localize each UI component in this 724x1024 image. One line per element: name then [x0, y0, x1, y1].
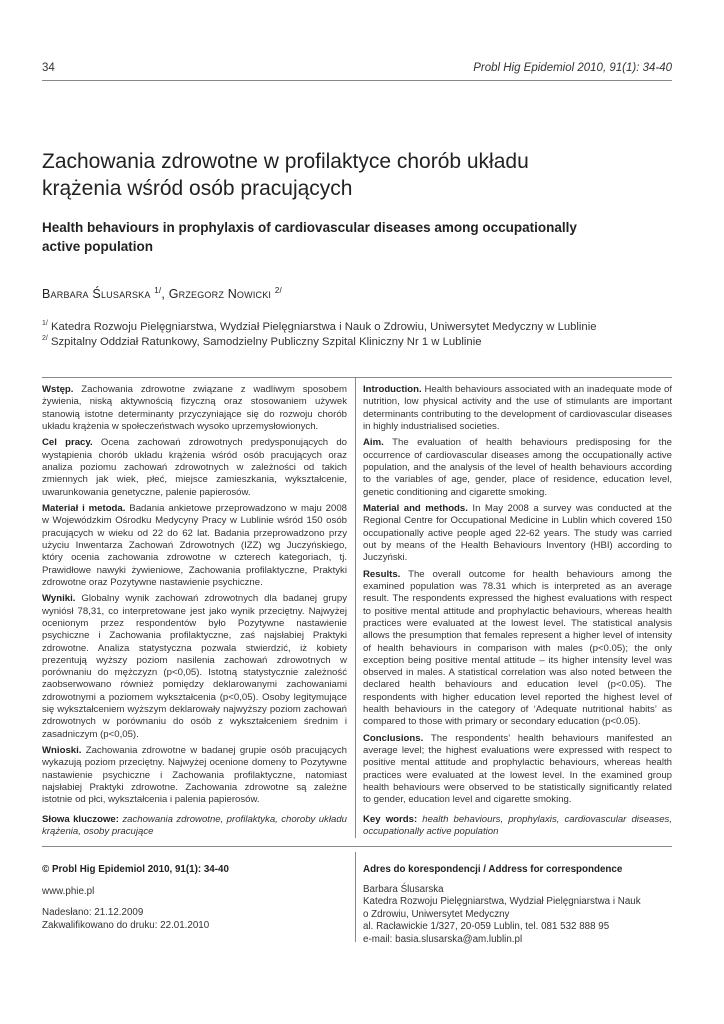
- journal-citation: Probl Hig Epidemiol 2010, 91(1): 34-40: [473, 62, 672, 74]
- correspondence-heading: Adres do korespondencji / Address for correspondence: [363, 864, 623, 875]
- correspondence-line-1: Katedra Rozwoju Pielęgniarstwa, Wydział Pielęgniarstwa i Nauk: [363, 896, 641, 907]
- affiliation-2-marker: 2/: [42, 335, 48, 342]
- affiliation-1-text: Katedra Rozwoju Pielęgniarstwa, Wydział Pielęgniarstwa i Nauk o Zdrowiu, Uniwersytet Medyczny w Lublinie: [50, 320, 597, 333]
- correspondence-line-2: o Zdrowiu, Uniwersytet Medyczny: [363, 908, 510, 920]
- abstract-pl-keywords: Słowa kluczowe: zachowania zdrowotne, profilaktyka, choroby układu krążenia, osoby pracujące: [42, 813, 347, 837]
- abstract-pl-conclusions: Wnioski. Zachowania zdrowotne w badanej grupie osób pracujących wykazują poziom przeciętny. Najwyżej ocenione domeny to Pozytywne nastawienie psychiczne i Zachowania profilaktyczne, natomiast najsłabiej Praktyki zdrowotne. Zachowania zdrowotne są zależne istotnie od płci, wykształcenia i palenia papierosów.: [42, 745, 347, 806]
- title-english-line-2: active population: [42, 239, 154, 254]
- abstract-pl-intro: Wstęp. Zachowania zdrowotne związane z wadliwym sposobem żywienia, niską aktywnością fizyczną oraz stosowaniem używek stanowią istotne determinanty przyczyniające się do rozwoju chorób układu krążenia w społeczeństwach wysoko uprzemysłowionych.: [42, 384, 347, 432]
- copyright: © Probl Hig Epidemiol 2010, 91(1): 34-40: [42, 864, 229, 875]
- page-number: 34: [42, 62, 55, 74]
- footer-column-divider: [355, 852, 356, 942]
- affiliation-1-marker: 1/: [42, 320, 48, 327]
- abstract-pl-aim: Cel pracy. Ocena zachowań zdrowotnych predysponujących do wystąpienia chorób układu krążenia wśród osób pracujących oraz analiza poziomu zachowań zdrowotnych w zależności od takich zmiennych jak wiek, płeć, miejsce zamieszkania, wykształcenie, uwarunkowania genetyczne, palenie papierosów.: [42, 437, 347, 498]
- abstract-polish: [42, 384, 347, 842]
- abstract-en-aim: Aim. The evaluation of health behaviours predisposing for the occurrence of cardiovascular diseases among the occupationally active population, and the analysis of the level of health behaviours according to the variables of age, gender, place of residence, education level, genetic conditioning and cigarette smoking.: [363, 437, 672, 498]
- running-head: [42, 58, 672, 80]
- abstract-en-intro: Introduction. Health behaviours associated with an inadequate mode of nutrition, low physical activity and the use of stimulants are important determinants contributing to the development of cardiovascular diseases in highly industrialised societies.: [363, 384, 672, 432]
- accepted-date: Zakwalifikowano do druku: 22.01.2010: [42, 919, 210, 931]
- website-link[interactable]: www.phie.pl: [42, 885, 95, 897]
- abstract-en-methods: Material and methods. In May 2008 a survey was conducted at the Regional Centre for Occupational Medicine in Lublin which covered 150 occupationally active people aged 22-62 years. The study was carried out by means of the Health Behaviours Inventory (HBI) according to Juczyński.: [363, 503, 672, 564]
- correspondence-name: Barbara Ślusarska: [363, 883, 444, 895]
- correspondence-email[interactable]: e-mail: basia.slusarska@am.lublin.pl: [363, 933, 523, 945]
- header-divider: [42, 80, 672, 81]
- publication-info: [42, 864, 342, 932]
- paper-page: [42, 0, 672, 1024]
- author-1: Barbara Ślusarska: [42, 287, 151, 302]
- affiliation-1: [42, 320, 672, 333]
- abstract-en-keywords: Key words: health behaviours, prophylaxis, cardiovascular diseases, occupationally active population: [363, 813, 672, 837]
- correspondence: [363, 864, 672, 946]
- affiliation-2-text: Szpitalny Oddział Ratunkowy, Samodzielny Publiczny Szpital Kliniczny Nr 1 w Lublinie: [50, 335, 482, 348]
- abstract-en-results: Results. The overall outcome for health behaviours among the examined population was 78.31 which is interpreted as an average result. The respondents expressed the highest evaluations with respect to positive mental attitude and prophylactic behaviours, whereas health practices were evaluated at the lowest level. The statistical analysis allows the presumption that females represent a higher level of intensity of health behaviours in comparison with males (p<0.05); the only exception being positive mental attitude – its higher intensity level was observed in males. A statistical correlation was also noted between the declared health behaviours and education level (p<0.05). The respondents with higher education level reported the highest level of health behaviours in the category of ‘Adequate nutritional habits’ as compared to those with primary or secondary education (p<0.05).: [363, 568, 673, 728]
- author-2-affiliation: 2/: [274, 286, 282, 295]
- abstract-en-conclusions: Conclusions. The respondents’ health behaviours manifested an average level; the highest evaluations were expressed with respect to positive mental attitude and prophylactic behaviours, whereas health practices were evaluated at the lowest level. In the examined group health behaviours were observed to be statistically significantly related to gender, education level and cigarette smoking.: [363, 732, 672, 806]
- author-2: Grzegorz Nowicki: [168, 287, 272, 302]
- affiliation-2: [42, 335, 672, 348]
- received-date: Nadesłano: 21.12.2009: [42, 907, 144, 918]
- title-english-line-1: Health behaviours in prophylaxis of cardiovascular diseases among occupationally: [42, 220, 577, 235]
- abstract-top-divider: [42, 377, 672, 378]
- authors: [42, 286, 282, 301]
- footer-divider: [42, 846, 672, 847]
- title-polish: [42, 148, 672, 202]
- author-separator: ,: [161, 287, 169, 302]
- title-polish-line-2: krążenia wśród osób pracujących: [42, 177, 353, 200]
- title-polish-line-1: Zachowania zdrowotne w profilaktyce chorób układu: [42, 150, 529, 173]
- abstract-pl-methods: Materiał i metoda. Badania ankietowe przeprowadzono w maju 2008 w Wojewódzkim Ośrodku Medycyny Pracy w Lublinie wśród 150 osób pracujących w wieku od 22 do 62 lat. Badania przeprowadzono przy użyciu Inwentarza Zachowań Zdrowotnych (IZZ) wg Juczyńskiego, który ocenia zachowania zdrowotne w czterech kategoriach, tj. Prawidłowe nawyki żywieniowe, Zachowania profilaktyczne, Praktyki zdrowotne oraz Pozytywne nastawienie psychiczne.: [42, 503, 347, 588]
- correspondence-line-3: al. Racławickie 1/327, 20-059 Lublin, tel. 081 532 888 95: [363, 921, 610, 932]
- abstract-pl-results: Wyniki. Globalny wynik zachowań zdrowotnych dla badanej grupy wyniósł 78,31, co interpretowane jest jako wynik przeciętny. Najwyżej ocenionym przez respondentów było Pozytywne nastawienie psychiczne i Zachowania profilaktyczne, zaś najsłabiej Praktyki zdrowotne. Analiza statystyczna pozwala stwierdzić, iż kobiety prezentują wyższy poziom nasilenia zachowań zdrowotnych w porównaniu do mężczyzn (p<0,05). Istotną statystycznie zależność zaobserwowano również pomiędzy deklarowanymi zachowaniami zdrowotnymi a poziomem wykształcenia (p<0,05). Osoby legitymujące się wykształceniem wyższym deklarowały najwyższy poziom zachowań zdrowotnych w porównaniu do osób z wykształceniem średnim i zasadniczym (p<0,05).: [42, 593, 347, 740]
- author-1-affiliation: 1/: [154, 286, 162, 295]
- abstract-column-divider: [355, 377, 356, 838]
- abstract-english: [363, 384, 672, 842]
- title-english: [42, 218, 642, 256]
